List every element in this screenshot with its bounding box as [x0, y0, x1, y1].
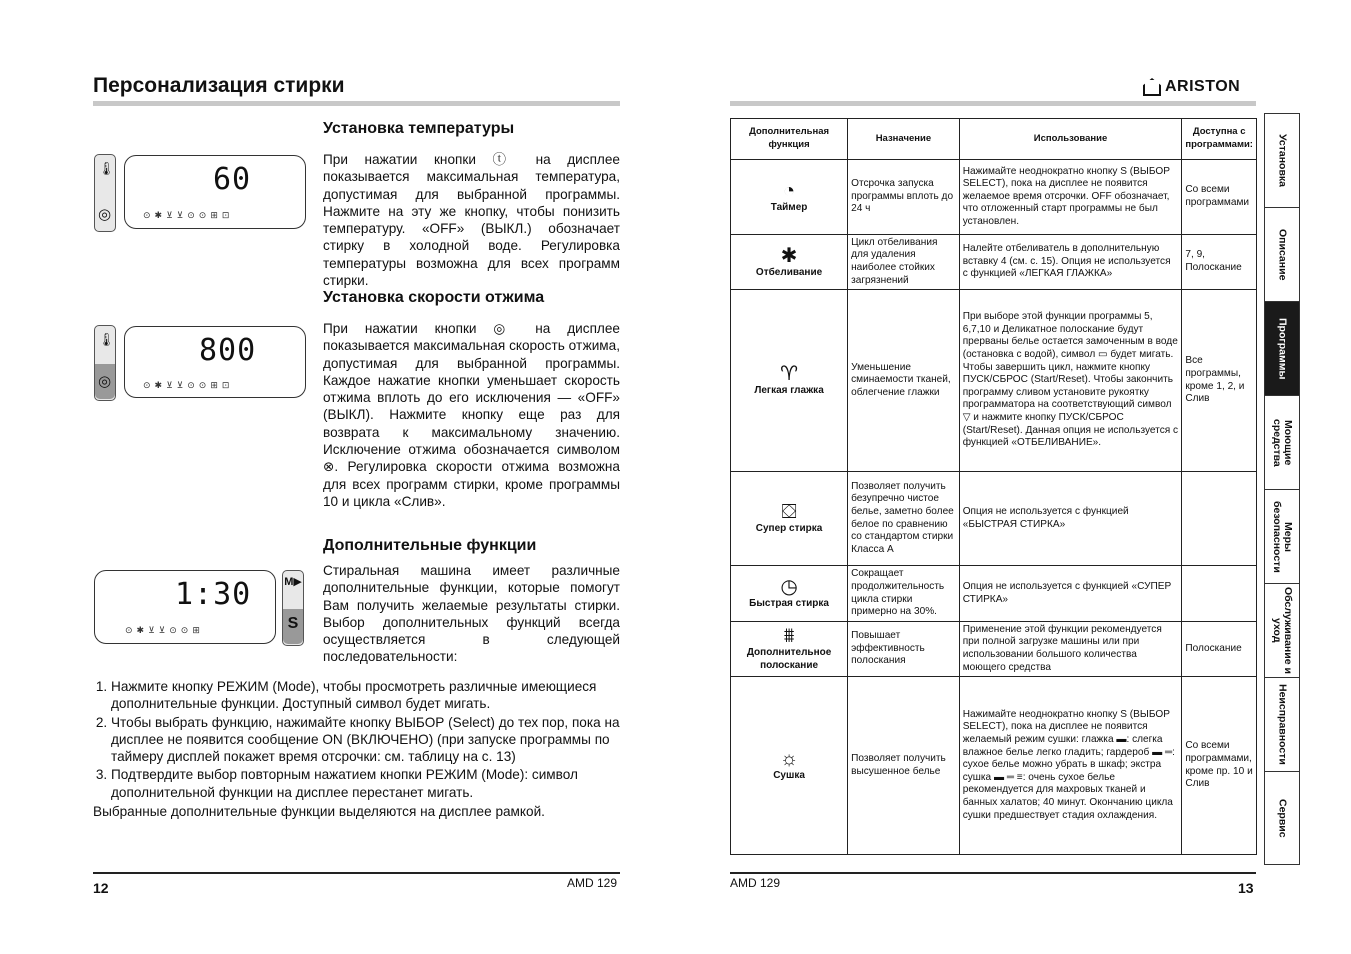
function-name: Быстрая стирка — [749, 598, 829, 610]
header-rule — [730, 101, 1256, 106]
tab-programs[interactable]: Программы — [1265, 302, 1299, 396]
lcd-digits: 60 — [213, 162, 252, 197]
avail-cell: Полоскание — [1182, 622, 1257, 677]
lcd-screen — [94, 570, 276, 644]
spin-icon[interactable]: ◎ — [98, 206, 112, 223]
usage-cell: Нажимайте неоднократно кнопку S (ВЫБОР SELECT), пока на дисплее не появится желаемый режим сушки: глажка ▬: слегка влажное белье легко гладить; гардероб ▬ ═: сухое белье можно убрать в шкаф; экстра сушка ▬ ═ ≡: очень сухое белье рекомендуется для махровых тканей и банных халатов; 40 минут. Окончанию цикла сушки предшествует стадия охлаждения. — [959, 677, 1182, 855]
functions-display — [94, 570, 306, 646]
usage-cell: Нажимайте неоднократно кнопку S (ВЫБОР SELECT), пока на дисплее не появится желаемое время отсрочки. OFF обозначает, что отложенный старт программы не был установлен. — [959, 160, 1182, 235]
tab-maintenance[interactable]: Обслуживание и уход — [1265, 584, 1299, 678]
col-header: Доступна с программами: — [1182, 119, 1257, 160]
timer-icon: ◔ — [783, 179, 796, 202]
spin-text: При нажатии кнопки ◎ на дисплее показывается максимальная скорость отжима, допустимая для выбранной программы. Каждое нажатие кнопки уменьшает скорость отжима вплоть до его исключения — «OFF» (ВЫКЛ). Нажмите кнопку еще раз для возврата к максимальному значению. Исключение отжима обозначается символом ⊗. Регулировка скорости отжима возможна для всех программ стирки, кроме программы 10 и цикла «Слив». — [323, 321, 620, 509]
brand-name: ARISTON — [1165, 78, 1241, 95]
thermometer-icon[interactable]: 🌡 — [98, 161, 115, 176]
footer-rule — [730, 872, 1256, 874]
function-name: Сушка — [773, 770, 805, 782]
page-number: 13 — [1238, 880, 1254, 896]
tab-troubleshooting[interactable]: Неисправности — [1265, 678, 1299, 772]
lcd-icon-row: ⊙✱⊻⊻⊙⊙⊞⊡ — [143, 380, 234, 390]
extra-rinse-icon: ⩩ — [783, 625, 795, 648]
table-row — [731, 677, 1257, 855]
drying-icon: ☼ — [779, 748, 799, 771]
table-row — [731, 160, 1257, 235]
temperature-heading: Установка температуры — [323, 120, 515, 137]
tab-installation[interactable]: Установка — [1265, 114, 1299, 208]
function-name: Дополнительное полоскание — [746, 647, 832, 671]
header-rule — [93, 101, 620, 106]
tab-description[interactable]: Описание — [1265, 208, 1299, 302]
table-row — [731, 235, 1257, 290]
lcd-icon-row: ⊙✱⊻⊻⊙⊙⊞⊡ — [143, 210, 234, 220]
tab-service[interactable]: Сервис — [1276, 798, 1289, 838]
usage-cell: Применение этой функции рекомендуется при полной загрузке машины или при использовании большого количества моющего средства — [959, 622, 1182, 677]
function-name: Таймер — [770, 201, 808, 213]
easy-iron-icon: ♈ — [780, 363, 799, 386]
quick-wash-icon: ◷ — [780, 576, 798, 599]
lcd-screen — [124, 326, 306, 398]
bleach-icon: ✱ — [780, 244, 798, 267]
mode-select-buttons — [282, 570, 304, 646]
function-name: Супер стирка — [755, 523, 823, 535]
avail-cell — [1182, 472, 1257, 566]
spin-heading: Установка скорости отжима — [323, 289, 545, 306]
table-row — [731, 290, 1257, 472]
col-header: Назначение — [848, 119, 960, 160]
purpose-cell: Сокращает продолжительность цикла стирки примерно на 30%. — [848, 566, 960, 622]
closing-note: Выбранные дополнительные функции выделяются на дисплее рамкой. — [93, 804, 545, 820]
section-tabs — [1264, 113, 1300, 865]
thermometer-icon[interactable]: 🌡 — [98, 332, 115, 347]
purpose-cell: Повышает эффективность полоскания — [848, 622, 960, 677]
usage-cell: Налейте отбеливатель в дополнительную вставку 4 (см. с. 15). Опция не используется с функцией «ЛЕГКАЯ ГЛАЖКА» — [959, 235, 1182, 290]
lcd-digits: 800 — [199, 333, 257, 368]
spin-icon[interactable]: ◎ — [98, 373, 112, 390]
brand-logo — [1143, 78, 1240, 96]
avail-cell: Все программы, кроме 1, 2, и Слив — [1182, 290, 1257, 472]
purpose-cell: Цикл отбеливания для удаления наиболее стойких загрязнений — [848, 235, 960, 290]
avail-cell — [1182, 566, 1257, 622]
usage-cell: При выборе этой функции программы 5, 6,7,10 и Деликатное полоскание будут прерваны белье остается замоченным в воде (остановка с водой), символ ▭ будет мигать. Чтобы завершить цикл, нажмите кнопку ПУСК/СБРОС (Start/Reset). Чтобы закончить программу сливом установите рукоятку программатора на соответствующий символ ▽ и нажмите кнопку ПУСК/СБРОС (Start/Reset). Данная опция не используется с функцией «ОТБЕЛИВАНИЕ». — [959, 290, 1182, 472]
super-wash-icon: ⛋ — [781, 501, 797, 524]
temperature-display — [94, 154, 306, 230]
table-header-row — [731, 119, 1257, 160]
avail-cell: 7, 9, Полоскание — [1182, 235, 1257, 290]
table-row — [731, 566, 1257, 622]
purpose-cell: Позволяет получить высушенное белье — [848, 677, 960, 855]
model-label: AMD 129 — [567, 876, 618, 890]
temperature-buttons — [94, 154, 116, 232]
spin-display — [94, 325, 306, 399]
lcd-digits: 1:30 — [175, 577, 252, 612]
step-item: 3. Подтвердите выбор повторным нажатием кнопки РЕЖИМ (Mode): символ дополнительной функции на дисплее перестанет мигать. — [111, 766, 620, 801]
table-row — [731, 622, 1257, 677]
model-label: AMD 129 — [730, 876, 781, 890]
spin-buttons — [94, 325, 116, 401]
select-button[interactable]: S — [287, 615, 299, 632]
tab-safety[interactable]: Меры безопасности — [1265, 490, 1299, 584]
mode-button[interactable]: M▶ — [284, 576, 302, 588]
purpose-cell: Позволяет получить безупречно чистое белье, заметно более белое по сравнению со стандартом стирки Класса А — [848, 472, 960, 566]
extra-functions-heading: Дополнительные функции — [323, 537, 537, 554]
step-item: 1. Нажмите кнопку РЕЖИМ (Mode), чтобы просмотреть различные имеющиеся дополнительные функции. Доступный символ будет мигать. — [111, 678, 620, 713]
col-header: Использование — [959, 119, 1182, 160]
footer-rule — [93, 872, 620, 874]
lcd-screen — [124, 155, 306, 229]
temperature-text: При нажатии кнопки ⓣ на дисплее показывается максимальная температура, допустимая для выбранной программы. Нажмите на эту же кнопку, чтобы понизить температуру. «OFF» (ВЫКЛ.) обозначает стирку в холодной воде. Регулировка температуры возможна для всех программ стирки. — [323, 152, 620, 289]
table-row — [731, 472, 1257, 566]
functions-table — [730, 118, 1257, 855]
tab-detergents[interactable]: Моющие средства — [1265, 396, 1299, 490]
avail-cell: Со всеми программами, кроме пр. 10 и Слив — [1182, 677, 1257, 855]
function-name: Легкая глажка — [754, 385, 824, 397]
lcd-icon-row: ⊙✱⊻⊻⊙⊙⊞ — [125, 625, 204, 635]
purpose-cell: Уменьшение сминаемости тканей, облегчение глажки — [848, 290, 960, 472]
col-header: Дополнительная функция — [731, 119, 848, 160]
extra-functions-text: Стиральная машина имеет различные дополнительные функции, которые помогут Вам получить желаемые результаты стирки. Выбор дополнительных функций всегда осуществляется в следующей последовательности: — [323, 563, 620, 665]
purpose-cell: Отсрочка запуска программы вплоть до 24 ч — [848, 160, 960, 235]
house-icon — [1143, 78, 1161, 96]
function-name: Отбеливание — [755, 266, 823, 278]
usage-cell: Опция не используется с функцией «СУПЕР СТИРКА» — [959, 566, 1182, 622]
step-item: 2. Чтобы выбрать функцию, нажимайте кнопку ВЫБОР (Select) до тех пор, пока на дисплее не появится сообщение ON (ВКЛЮЧЕНО) (при запуске программы по таймеру дисплей покажет время отсрочки: см. таблицу на с. 13) — [111, 714, 620, 766]
usage-cell: Опция не используется с функцией «БЫСТРАЯ СТИРКА» — [959, 472, 1182, 566]
page-number: 12 — [93, 880, 109, 896]
steps-list — [93, 678, 620, 820]
avail-cell: Со всеми программами — [1182, 160, 1257, 235]
page-title: Персонализация стирки — [93, 74, 345, 97]
